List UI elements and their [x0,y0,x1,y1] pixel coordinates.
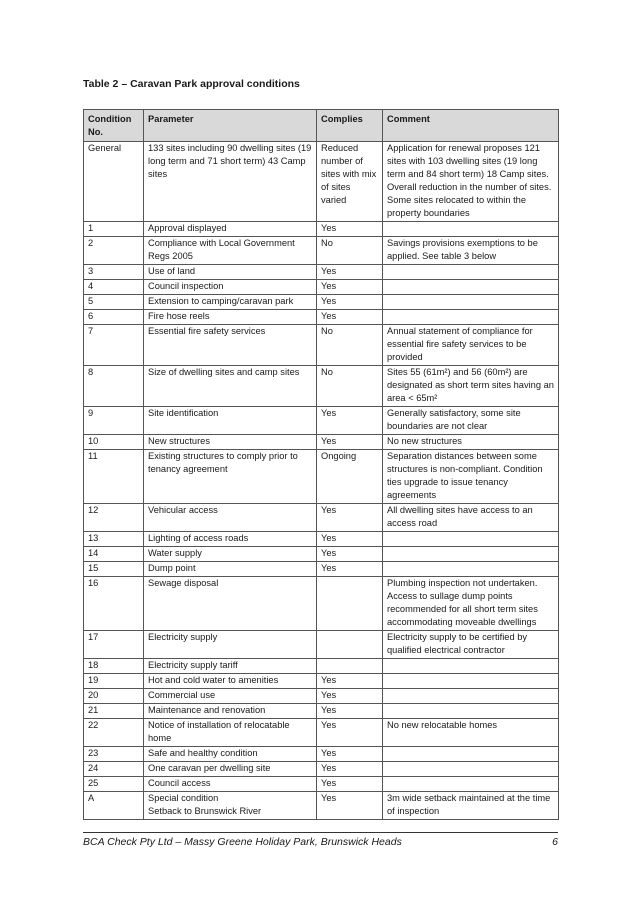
table-row [84,747,559,762]
condition-no-cell: A [84,792,144,820]
comment-cell: Sites 55 (61m²) and 56 (60m²) are designated as short term sites having an area < 65m² [383,366,559,407]
parameter-cell: Size of dwelling sites and camp sites [144,366,317,407]
comment-cell: Application for renewal proposes 121 sites with 103 dwelling sites (19 long term and 84 short term) 18 Camp sites. Overall reduction in the number of sites. Some sites relocated to within the property boundaries [383,142,559,222]
parameter-cell: Existing structures to comply prior to tenancy agreement [144,450,317,504]
comment-cell [383,777,559,792]
condition-no-cell: 24 [84,762,144,777]
table-row [84,450,559,504]
condition-no-cell: 7 [84,325,144,366]
comment-cell: All dwelling sites have access to an access road [383,504,559,532]
complies-cell: Yes [317,792,383,820]
comment-cell [383,689,559,704]
table-row [84,295,559,310]
comment-cell [383,762,559,777]
comment-cell: Annual statement of compliance for essential fire safety services to be provided [383,325,559,366]
page-number: 6 [552,836,558,848]
table-row [84,532,559,547]
complies-cell [317,631,383,659]
parameter-cell: Safe and healthy condition [144,747,317,762]
condition-no-cell: 5 [84,295,144,310]
comment-cell [383,295,559,310]
header-condition-no: Condition No. [84,110,144,142]
comment-cell [383,747,559,762]
condition-no-cell: 13 [84,532,144,547]
parameter-cell: Commercial use [144,689,317,704]
parameter-cell: Site identification [144,407,317,435]
complies-cell: Yes [317,747,383,762]
comment-cell [383,310,559,325]
complies-cell: Yes [317,562,383,577]
condition-no-cell: 25 [84,777,144,792]
comment-cell: No new structures [383,435,559,450]
condition-no-cell: 17 [84,631,144,659]
parameter-cell: Council inspection [144,280,317,295]
table-row [84,280,559,295]
complies-cell [317,577,383,631]
complies-cell: Yes [317,674,383,689]
table-row [84,674,559,689]
table-row [84,435,559,450]
footer-text: BCA Check Pty Ltd – Massy Greene Holiday Park, Brunswick Heads [83,836,402,848]
complies-cell: No [317,325,383,366]
complies-cell: Yes [317,504,383,532]
parameter-cell: Essential fire safety services [144,325,317,366]
complies-cell: Yes [317,762,383,777]
complies-cell: Yes [317,435,383,450]
condition-no-cell: 21 [84,704,144,719]
comment-cell: No new relocatable homes [383,719,559,747]
condition-no-cell: 4 [84,280,144,295]
complies-cell: Yes [317,222,383,237]
comment-cell: Electricity supply to be certified by qualified electrical contractor [383,631,559,659]
condition-no-cell: 18 [84,659,144,674]
comment-cell: Generally satisfactory, some site boundaries are not clear [383,407,559,435]
footer-divider [83,832,558,833]
parameter-cell: Notice of installation of relocatable home [144,719,317,747]
comment-cell [383,532,559,547]
comment-cell: Separation distances between some structures is non-compliant. Condition ties upgrade to issue tenancy agreements [383,450,559,504]
table-title: Table 2 – Caravan Park approval conditions [83,78,300,90]
complies-cell: Yes [317,719,383,747]
table-row [84,366,559,407]
condition-no-cell: 15 [84,562,144,577]
parameter-cell: Dump point [144,562,317,577]
comment-cell [383,265,559,280]
condition-no-cell: 14 [84,547,144,562]
parameter-cell: Council access [144,777,317,792]
parameter-cell: Use of land [144,265,317,280]
parameter-cell: One caravan per dwelling site [144,762,317,777]
parameter-cell: Extension to camping/caravan park [144,295,317,310]
condition-no-cell: 23 [84,747,144,762]
table-row [84,547,559,562]
table-row [84,237,559,265]
table-row [84,407,559,435]
header-comment: Comment [383,110,559,142]
condition-no-cell: 22 [84,719,144,747]
parameter-cell: New structures [144,435,317,450]
header-complies: Complies [317,110,383,142]
parameter-cell: Sewage disposal [144,577,317,631]
parameter-cell: Maintenance and renovation [144,704,317,719]
condition-no-cell: 12 [84,504,144,532]
table-header-row [84,110,559,142]
condition-no-cell: 8 [84,366,144,407]
condition-no-cell: 3 [84,265,144,280]
condition-no-cell: 11 [84,450,144,504]
table-row [84,325,559,366]
comment-cell [383,674,559,689]
parameter-cell: Lighting of access roads [144,532,317,547]
parameter-cell: Approval displayed [144,222,317,237]
table-row [84,222,559,237]
complies-cell: Yes [317,407,383,435]
complies-cell: Yes [317,295,383,310]
parameter-cell: Vehicular access [144,504,317,532]
parameter-cell: Fire hose reels [144,310,317,325]
table-row [84,631,559,659]
complies-cell: No [317,237,383,265]
condition-no-cell: 2 [84,237,144,265]
comment-cell [383,547,559,562]
table-row [84,762,559,777]
complies-cell: Reduced number of sites with mix of sites varied [317,142,383,222]
header-parameter: Parameter [144,110,317,142]
parameter-cell: Compliance with Local Government Regs 2005 [144,237,317,265]
comment-cell: Savings provisions exemptions to be applied. See table 3 below [383,237,559,265]
table-row [84,577,559,631]
parameter-cell: Electricity supply tariff [144,659,317,674]
condition-no-cell: 1 [84,222,144,237]
complies-cell: Yes [317,689,383,704]
comment-cell [383,659,559,674]
complies-cell: Yes [317,532,383,547]
condition-no-cell: 16 [84,577,144,631]
complies-cell: No [317,366,383,407]
table-row [84,704,559,719]
complies-cell [317,659,383,674]
condition-no-cell: General [84,142,144,222]
complies-cell: Ongoing [317,450,383,504]
condition-no-cell: 6 [84,310,144,325]
comment-cell: Plumbing inspection not undertaken. Access to sullage dump points recommended for all short term sites accommodating moveable dwellings [383,577,559,631]
table-row [84,142,559,222]
table-row [84,310,559,325]
complies-cell: Yes [317,310,383,325]
approval-conditions-table [83,109,559,820]
table-row [84,689,559,704]
parameter-cell: Special condition Setback to Brunswick River [144,792,317,820]
table-row [84,659,559,674]
table-row [84,792,559,820]
table-row [84,504,559,532]
table-row [84,562,559,577]
complies-cell: Yes [317,265,383,280]
complies-cell: Yes [317,704,383,719]
comment-cell [383,704,559,719]
condition-no-cell: 9 [84,407,144,435]
condition-no-cell: 20 [84,689,144,704]
condition-no-cell: 19 [84,674,144,689]
complies-cell: Yes [317,547,383,562]
complies-cell: Yes [317,777,383,792]
parameter-cell: Hot and cold water to amenities [144,674,317,689]
comment-cell [383,280,559,295]
parameter-cell: Water supply [144,547,317,562]
table-row [84,777,559,792]
parameter-cell: 133 sites including 90 dwelling sites (19 long term and 71 short term) 43 Camp sites [144,142,317,222]
comment-cell [383,222,559,237]
parameter-cell: Electricity supply [144,631,317,659]
table-row [84,719,559,747]
table-row [84,265,559,280]
complies-cell: Yes [317,280,383,295]
comment-cell [383,562,559,577]
condition-no-cell: 10 [84,435,144,450]
comment-cell: 3m wide setback maintained at the time of inspection [383,792,559,820]
